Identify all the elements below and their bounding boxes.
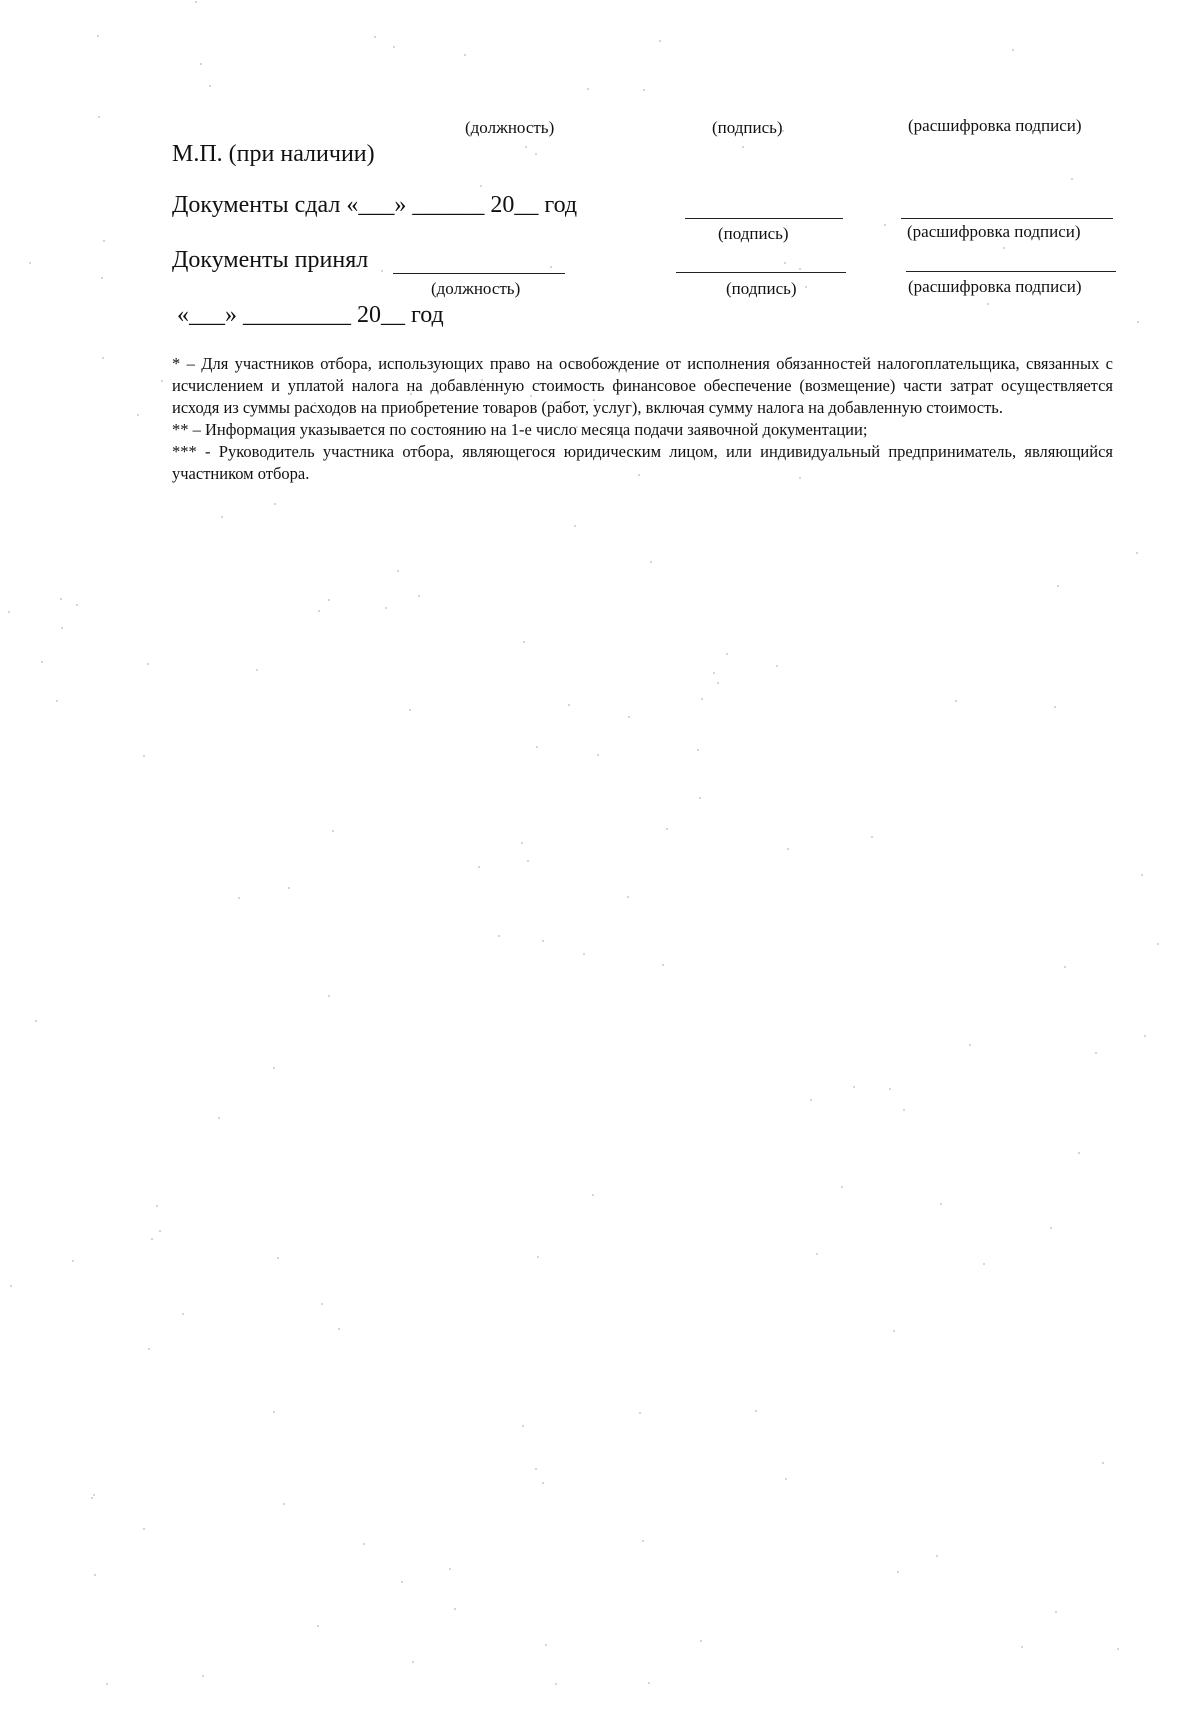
scan-speck [317, 1625, 319, 1627]
scan-speck [568, 704, 570, 706]
scan-speck [627, 896, 629, 898]
caption-signature-decoding: (расшифровка подписи) [908, 116, 1082, 135]
scan-speck [101, 277, 103, 279]
scan-speck [784, 262, 786, 264]
scan-speck [639, 1412, 641, 1414]
scan-speck [98, 116, 100, 118]
footnote-1: * – Для участников отбора, использующих право на освобождение от исполнения обязанностей налогоплательщика, связанных с исчислением и уплатой налога на добавленную стоимость финансовое обеспечение (возмещение) части затрат осуществляется исходя из суммы расходов на приобретение товаров (работ, услуг), включая сумму налога на добавленную стоимость. [172, 354, 1113, 417]
scan-speck [1050, 1227, 1052, 1229]
scan-speck [1141, 874, 1143, 876]
scan-speck [987, 303, 989, 305]
scan-speck [810, 1099, 812, 1101]
scan-speck [498, 935, 500, 937]
scan-speck [385, 607, 387, 609]
scan-speck [283, 1503, 285, 1505]
scan-speck [587, 88, 589, 90]
scan-speck [363, 1543, 365, 1545]
scan-speck [1021, 1646, 1023, 1648]
scan-speck [418, 595, 420, 597]
scan-speck [555, 1683, 557, 1685]
scan-speck [393, 46, 395, 48]
scan-speck [202, 1675, 204, 1677]
scan-speck [697, 749, 699, 751]
scan-speck [592, 1194, 594, 1196]
scan-speck [91, 1497, 93, 1499]
scan-speck [521, 842, 523, 844]
scan-speck [1071, 178, 1073, 180]
scan-speck [550, 266, 552, 268]
scan-speck [338, 1328, 340, 1330]
scan-speck [699, 797, 701, 799]
scan-speck [274, 503, 276, 505]
scan-speck [893, 1330, 895, 1332]
scan-speck [374, 36, 376, 38]
scan-speck [195, 1, 197, 3]
scan-speck [29, 262, 31, 264]
scan-speck [853, 1086, 855, 1088]
scan-speck [542, 1482, 544, 1484]
caption-signature: (подпись) [712, 118, 783, 137]
scan-speck [94, 1574, 96, 1576]
scan-speck [666, 828, 668, 830]
scan-speck [776, 665, 778, 667]
scan-speck [597, 754, 599, 756]
scan-speck [143, 1528, 145, 1530]
scan-speck [726, 653, 728, 655]
scan-speck [321, 1303, 323, 1305]
scan-speck [659, 40, 661, 42]
scan-speck [397, 570, 399, 572]
scan-speck [742, 146, 744, 148]
scan-speck [1064, 966, 1066, 968]
scan-speck [332, 830, 334, 832]
scan-speck [983, 1263, 985, 1265]
scan-speck [897, 1571, 899, 1573]
scan-speck [816, 1253, 818, 1255]
scan-speck [56, 700, 58, 702]
scan-speck [480, 185, 482, 187]
scan-speck [454, 1608, 456, 1610]
scan-speck [525, 146, 527, 148]
scan-speck [648, 1682, 650, 1684]
scan-speck [542, 940, 544, 942]
scan-speck [381, 270, 383, 272]
scan-speck [464, 54, 466, 56]
scan-speck [535, 1468, 537, 1470]
scan-speck [799, 268, 801, 270]
scan-speck [256, 669, 258, 671]
seal-label: М.П. (при наличии) [172, 141, 375, 167]
caption-position: (должность) [431, 279, 521, 298]
scan-speck [412, 1661, 414, 1663]
scan-speck [41, 661, 43, 663]
submitted-decoding-line [901, 218, 1113, 219]
scan-speck [106, 1683, 108, 1685]
scan-speck [218, 1117, 220, 1119]
scan-speck [143, 755, 145, 757]
scan-speck [1136, 552, 1138, 554]
caption-signature-decoding: (расшифровка подписи) [907, 222, 1081, 241]
scan-speck [1078, 1152, 1080, 1154]
scan-speck [93, 1494, 95, 1496]
scan-speck [277, 1257, 279, 1259]
footnote-2: ** – Информация указывается по состоянию на 1-е число месяца подачи заявочной документации; [172, 420, 868, 439]
scan-speck [103, 240, 105, 242]
scan-speck [1157, 943, 1159, 945]
scan-speck [151, 1238, 153, 1240]
scan-speck [650, 561, 652, 563]
footnote-3: *** - Руководитель участника отбора, являющегося юридическим лицом, или индивидуальный предприниматель, являющийся участником отбора. [172, 442, 1113, 483]
scan-speck [955, 700, 957, 702]
scan-speck [1054, 706, 1056, 708]
scan-speck [700, 1640, 702, 1642]
scan-speck [318, 610, 320, 612]
scan-speck [884, 224, 886, 226]
scan-speck [10, 1285, 12, 1287]
scan-speck [8, 611, 10, 613]
scan-speck [871, 836, 873, 838]
scan-speck [288, 887, 290, 889]
scan-speck [1144, 1035, 1146, 1037]
scan-speck [527, 860, 529, 862]
scan-speck [273, 1411, 275, 1413]
scan-speck [61, 627, 63, 629]
scan-speck [841, 1186, 843, 1188]
scan-speck [1003, 247, 1005, 249]
scan-speck [535, 153, 537, 155]
scan-speck [161, 380, 163, 382]
documents-submitted-label: Документы сдал «___» ______ 20__ год [172, 192, 578, 218]
caption-signature: (подпись) [726, 279, 797, 298]
scan-speck [200, 63, 202, 65]
scan-speck [628, 716, 630, 718]
scan-speck [583, 953, 585, 955]
scan-speck [522, 1425, 524, 1427]
scan-speck [72, 1260, 74, 1262]
scan-speck [148, 1348, 150, 1350]
scan-speck [713, 672, 715, 674]
scan-speck [574, 525, 576, 527]
footnotes [172, 353, 1113, 485]
scan-speck [805, 286, 807, 288]
scan-speck [97, 35, 99, 37]
scan-speck [1095, 1052, 1097, 1054]
scan-speck [273, 1067, 275, 1069]
scan-speck [137, 414, 139, 416]
scan-speck [76, 604, 78, 606]
scan-speck [401, 1581, 403, 1583]
scan-speck [159, 1230, 161, 1232]
scan-speck [1012, 49, 1014, 51]
scan-speck [1057, 585, 1059, 587]
scan-speck [701, 698, 703, 700]
caption-position: (должность) [465, 118, 555, 137]
scan-speck [969, 1044, 971, 1046]
caption-signature-decoding: (расшифровка подписи) [908, 277, 1082, 296]
scan-speck [785, 1478, 787, 1480]
scan-speck [182, 1313, 184, 1315]
scan-speck [409, 709, 411, 711]
scan-speck [936, 1555, 938, 1557]
scan-speck [545, 1644, 547, 1646]
scan-speck [537, 1256, 539, 1258]
scan-speck [523, 641, 525, 643]
scan-speck [662, 964, 664, 966]
scan-speck [147, 663, 149, 665]
scan-speck [536, 746, 538, 748]
scan-speck [787, 848, 789, 850]
scan-speck [1137, 321, 1139, 323]
scan-speck [1055, 1611, 1057, 1613]
scan-speck [642, 1540, 644, 1542]
received-date-label: «___» _________ 20__ год [177, 302, 444, 328]
received-signature-line [676, 272, 846, 273]
scan-speck [209, 85, 211, 87]
scan-speck [328, 995, 330, 997]
scan-speck [1117, 1648, 1119, 1650]
scan-speck [102, 357, 104, 359]
scan-speck [478, 866, 480, 868]
scan-speck [889, 1088, 891, 1090]
documents-received-label: Документы принял [172, 247, 369, 273]
caption-signature: (подпись) [718, 224, 789, 243]
received-position-line [393, 273, 565, 274]
scan-speck [221, 516, 223, 518]
scan-speck [328, 599, 330, 601]
scan-speck [643, 89, 645, 91]
scan-speck [940, 1203, 942, 1205]
scan-speck [755, 1410, 757, 1412]
scan-speck [156, 1205, 158, 1207]
submitted-signature-line [685, 218, 843, 219]
received-decoding-line [906, 271, 1116, 272]
scan-speck [717, 682, 719, 684]
scan-speck [903, 1109, 905, 1111]
scan-speck [60, 598, 62, 600]
scan-speck [238, 897, 240, 899]
scan-speck [35, 1020, 37, 1022]
scan-speck [449, 1568, 451, 1570]
scan-speck [1102, 1462, 1104, 1464]
